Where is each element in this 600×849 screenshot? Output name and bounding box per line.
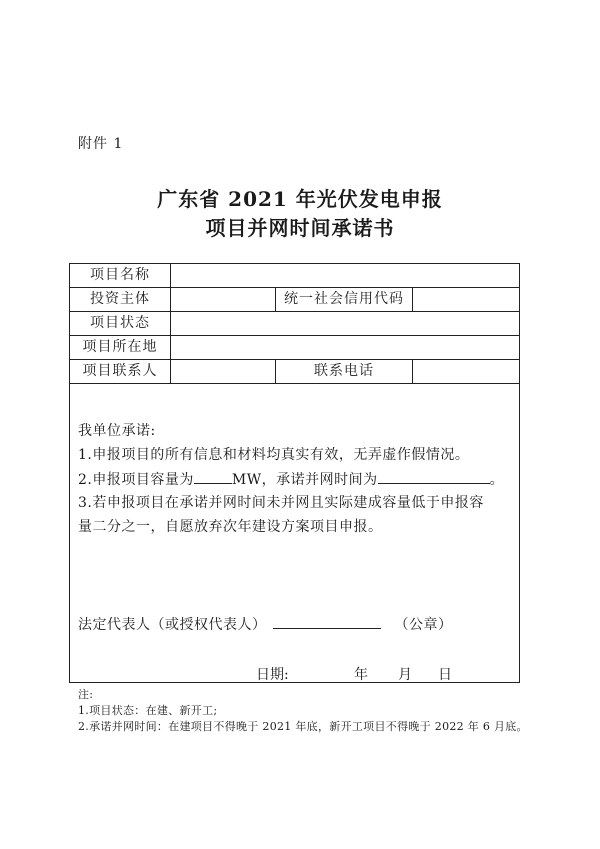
pledge-item-3-line-1: 3.若申报项目在承诺并网时间未并网且实际建成容量低于申报容 — [78, 495, 484, 511]
credit-code-label: 统一社会信用代码 — [284, 291, 404, 307]
project-name-field[interactable] — [171, 264, 519, 287]
date-day: 日 — [438, 667, 452, 683]
pledge-item-2-text-c: 。 — [489, 472, 505, 488]
row-location — [70, 336, 519, 360]
signature-blank[interactable] — [273, 614, 381, 629]
credit-code-field[interactable] — [413, 288, 519, 311]
investor-label: 投资主体 — [90, 291, 150, 307]
signature-line — [78, 614, 453, 634]
signature-label: 法定代表人（或授权代表人） — [78, 617, 267, 633]
row-project-status — [70, 312, 519, 336]
notes-line-2: 2.承诺并网时间：在建项目不得晚于 2021 年底，新开工项目不得晚于 2022 年 6 月底。 — [78, 720, 528, 733]
date-year: 年 — [354, 667, 368, 683]
document-title-line1: 广东省 2021 年光伏发电申报 — [157, 187, 443, 211]
row-investor — [70, 288, 519, 312]
pledge-form — [69, 263, 520, 683]
contact-field[interactable] — [171, 360, 275, 383]
pledge-item-2-text-b: MW，承诺并网时间为 — [231, 472, 378, 488]
project-status-field[interactable] — [171, 312, 519, 335]
row-project-name — [70, 264, 519, 288]
notes-line-1: 1.项目状态：在建、新开工; — [78, 704, 218, 717]
date-label: 日期: — [256, 667, 289, 683]
phone-field[interactable] — [413, 360, 519, 383]
date-month: 月 — [398, 667, 412, 683]
pledge-item-2-text-a: 2.申报项目容量为 — [78, 472, 194, 488]
notes-title: 注: — [78, 688, 94, 701]
location-label: 项目所在地 — [82, 339, 158, 355]
capacity-blank[interactable] — [194, 469, 232, 484]
pledge-item-2 — [78, 469, 514, 490]
location-field[interactable] — [171, 336, 519, 359]
pledge-item-3-line-2: 量二分之一，自愿放弃次年建设方案项目申报。 — [78, 519, 383, 535]
document-title-line2: 项目并网时间承诺书 — [205, 216, 395, 240]
pledge-item-1: 1.申报项目的所有信息和材料均真实有效，无弄虚作假情况。 — [78, 447, 470, 463]
contact-label: 项目联系人 — [82, 363, 158, 379]
attachment-label: 附件 1 — [78, 136, 124, 152]
grid-time-blank[interactable] — [378, 469, 490, 484]
pledge-intro: 我单位承诺: — [78, 423, 156, 439]
row-contact — [70, 360, 519, 384]
project-status-label: 项目状态 — [90, 315, 150, 331]
phone-label: 联系电话 — [314, 363, 374, 379]
project-name-label: 项目名称 — [90, 267, 150, 283]
seal-label: （公章） — [394, 617, 453, 633]
investor-field[interactable] — [171, 288, 275, 311]
